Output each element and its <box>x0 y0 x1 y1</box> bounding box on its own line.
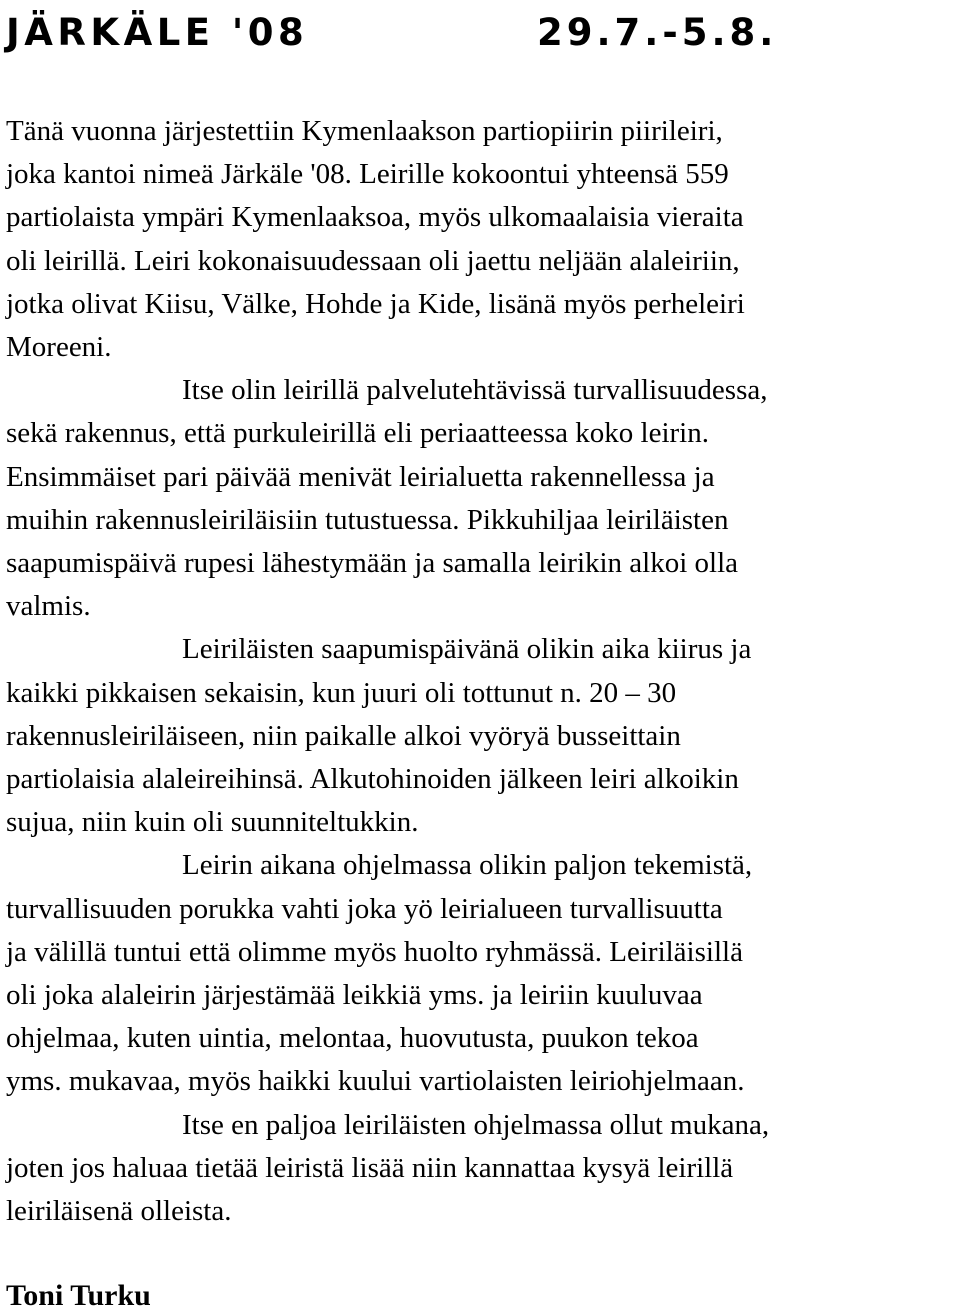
paragraph-5 <box>6 1104 956 1234</box>
author-signature: Toni Turku <box>6 1279 151 1312</box>
text-line: joka kantoi nimeä Järkäle '08. Leirille kokoontui yhteensä 559 <box>6 158 729 191</box>
text-line: kaikki pikkaisen sekaisin, kun juuri oli tottunut n. 20 – 30 <box>6 676 677 709</box>
text-line: Leirin aikana ohjelmassa olikin paljon tekemistä, <box>182 849 753 882</box>
document-title: JÄRKÄLE '08 <box>6 11 309 54</box>
text-line: ohjelmaa, kuten uintia, melontaa, huovutusta, puukon tekoa <box>6 1022 699 1055</box>
text-line: valmis. <box>6 590 91 623</box>
document-dates: 29.7.-5.8. <box>537 11 778 54</box>
text-line: jotka olivat Kiisu, Välke, Hohde ja Kide, lisänä myös perheleiri <box>6 287 745 320</box>
text-line: saapumispäivä rupesi lähestymään ja samalla leirikin alkoi olla <box>6 547 739 580</box>
document-body <box>6 110 956 1233</box>
text-line: joten jos haluaa tietää leiristä lisää niin kannattaa kysyä leirillä <box>6 1151 734 1184</box>
text-line: Tänä vuonna järjestettiin Kymenlaakson partiopiirin piirileiri, <box>6 115 723 147</box>
text-line: turvallisuuden porukka vahti joka yö leirialueen turvallisuutta <box>6 892 723 925</box>
text-line: rakennusleiriläiseen, niin paikalle alkoi vyöryä busseittain <box>6 719 681 752</box>
text-line: oli joka alaleirin järjestämää leikkiä yms. ja leiriin kuuluvaa <box>6 979 703 1012</box>
text-line: muihin rakennusleiriläisiin tutustuessa. Pikkuhiljaa leiriläisten <box>6 503 729 536</box>
text-line: Ensimmäiset pari päivää menivät leirialuetta rakennellessa ja <box>6 460 715 493</box>
text-line: sekä rakennus, että purkuleirillä eli periaatteessa koko leirin. <box>6 417 709 450</box>
text-line: partiolaista ympäri Kymenlaaksoa, myös ulkomaalaisia vieraita <box>6 201 744 234</box>
text-line: partiolaisia alaleireihinsä. Alkutohinoiden jälkeen leiri alkoikin <box>6 763 739 796</box>
text-line: Moreeni. <box>6 331 112 364</box>
text-line: leiriläisenä olleista. <box>6 1195 232 1228</box>
text-line: sujua, niin kuin oli suunniteltukkin. <box>6 806 419 839</box>
text-line: oli leirillä. Leiri kokonaisuudessaan oli jaettu neljään alaleiriin, <box>6 244 740 277</box>
text-line: yms. mukavaa, myös haikki kuului vartiolaisten leiriohjelmaan. <box>6 1065 745 1098</box>
paragraph-2 <box>6 369 956 628</box>
text-line: ja välillä tuntui että olimme myös huolto ryhmässä. Leiriläisillä <box>6 935 743 968</box>
paragraph-3 <box>6 628 956 844</box>
paragraph-1 <box>6 110 956 369</box>
text-line: Leiriläisten saapumispäivänä olikin aika kiirus ja <box>182 633 752 666</box>
text-line: Itse olin leirillä palvelutehtävissä turvallisuudessa, <box>182 374 768 407</box>
paragraph-4 <box>6 844 956 1103</box>
text-line: Itse en paljoa leiriläisten ohjelmassa ollut mukana, <box>182 1108 770 1141</box>
